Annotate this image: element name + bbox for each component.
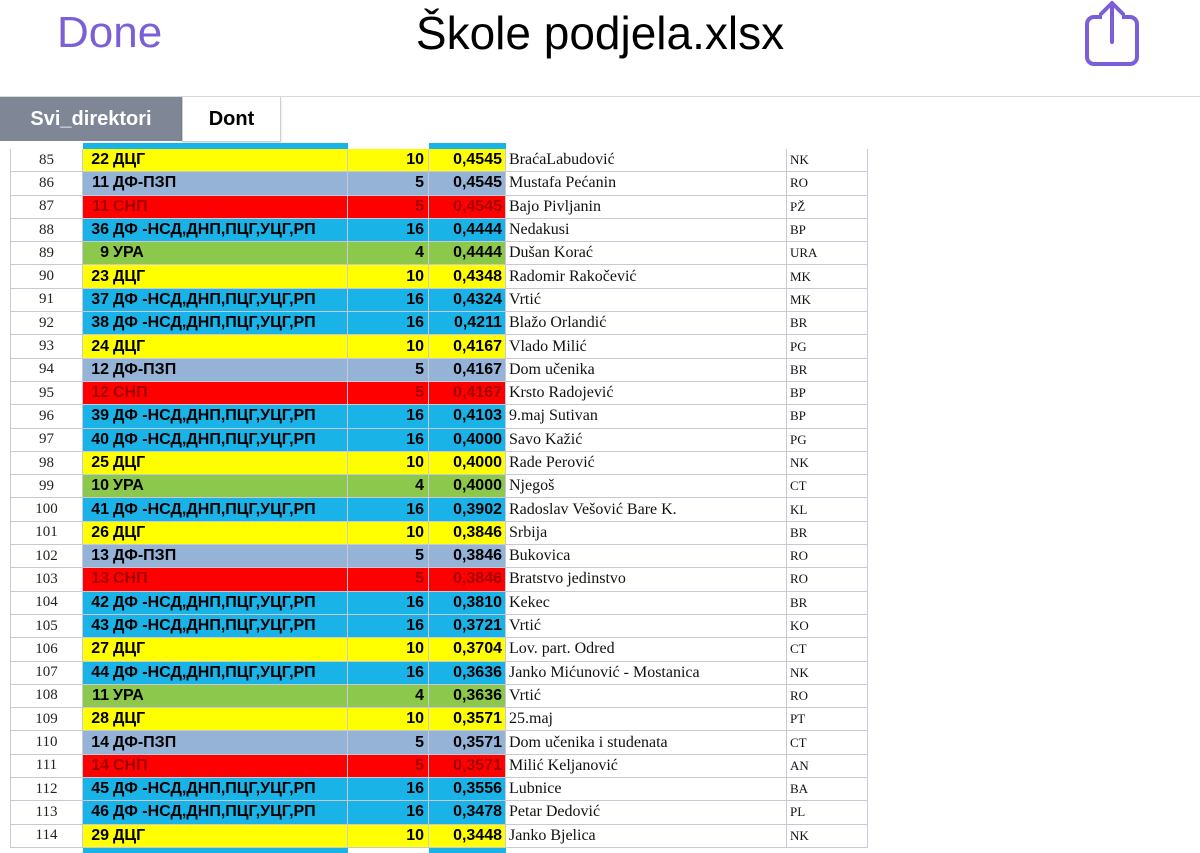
party-cell[interactable] bbox=[83, 359, 348, 382]
table-row[interactable] bbox=[10, 498, 868, 521]
seats-cell[interactable]: 5 bbox=[348, 196, 429, 219]
table-row[interactable] bbox=[10, 615, 868, 638]
institution-cell[interactable]: Vrtić bbox=[506, 615, 787, 638]
score-cell[interactable]: 0,4103 bbox=[429, 405, 506, 428]
party-count: 46 bbox=[91, 803, 109, 821]
institution-cell[interactable]: Krsto Radojević bbox=[506, 382, 787, 405]
tab-dont[interactable]: Dont bbox=[182, 97, 281, 142]
party-cell[interactable] bbox=[83, 196, 348, 219]
institution-cell[interactable]: Dom učenika i studenata bbox=[506, 731, 787, 754]
code-cell[interactable]: PL bbox=[787, 801, 868, 824]
table-row[interactable] bbox=[10, 219, 868, 242]
row-number-cell[interactable]: 104 bbox=[10, 592, 83, 615]
party-cell[interactable] bbox=[83, 592, 348, 615]
table-row[interactable] bbox=[10, 638, 868, 661]
party-count: 43 bbox=[91, 617, 109, 635]
institution-cell[interactable]: Dušan Korać bbox=[506, 242, 787, 265]
row-number-cell[interactable]: 94 bbox=[10, 359, 83, 382]
score-cell[interactable]: 0,4545 bbox=[429, 149, 506, 172]
code-cell[interactable]: BR bbox=[787, 522, 868, 545]
institution-cell[interactable]: Bukovica bbox=[506, 545, 787, 568]
institution-cell[interactable]: Lubnice bbox=[506, 778, 787, 801]
table-row[interactable] bbox=[10, 382, 868, 405]
seats-cell[interactable]: 16 bbox=[348, 429, 429, 452]
party-cell[interactable] bbox=[83, 149, 348, 172]
row-number-cell[interactable]: 114 bbox=[10, 825, 83, 848]
row-number-cell[interactable]: 101 bbox=[10, 522, 83, 545]
party-cell[interactable] bbox=[83, 731, 348, 754]
party-count: 11 bbox=[92, 174, 109, 192]
score-cell[interactable]: 0,4444 bbox=[429, 242, 506, 265]
code-cell[interactable]: CT bbox=[787, 638, 868, 661]
table-row[interactable] bbox=[10, 242, 868, 265]
institution-cell[interactable]: BraćaLabudović bbox=[506, 149, 787, 172]
party-cell[interactable] bbox=[83, 662, 348, 685]
institution-cell[interactable]: 25.maj bbox=[506, 708, 787, 731]
seats-cell[interactable]: 10 bbox=[348, 825, 429, 848]
table-row[interactable] bbox=[10, 731, 868, 754]
party-name: ДФ -НСД,ДНП,ПЦГ,УЦГ,РП bbox=[113, 593, 316, 611]
institution-cell[interactable]: Milić Keljanović bbox=[506, 755, 787, 778]
score-cell[interactable]: 0,3571 bbox=[429, 708, 506, 731]
party-cell[interactable] bbox=[83, 475, 348, 498]
party-count: 36 bbox=[91, 221, 109, 239]
score-cell[interactable]: 0,4211 bbox=[429, 312, 506, 335]
table-row[interactable] bbox=[10, 265, 868, 288]
party-count: 38 bbox=[91, 314, 109, 332]
share-icon[interactable] bbox=[1082, 0, 1142, 70]
party-cell[interactable] bbox=[83, 335, 348, 358]
row-number-cell[interactable]: 90 bbox=[10, 265, 83, 288]
party-count: 45 bbox=[91, 780, 109, 798]
party-name: ДФ -НСД,ДНП,ПЦГ,УЦГ,РП bbox=[113, 803, 316, 821]
institution-cell[interactable]: Rade Perović bbox=[506, 452, 787, 475]
party-name: ДЦГ bbox=[113, 640, 146, 658]
table-row[interactable] bbox=[10, 312, 868, 335]
seats-cell[interactable]: 16 bbox=[348, 778, 429, 801]
party-cell[interactable] bbox=[83, 498, 348, 521]
seats-cell[interactable]: 4 bbox=[348, 242, 429, 265]
code-cell[interactable]: RO bbox=[787, 685, 868, 708]
institution-cell[interactable]: Bratstvo jedinstvo bbox=[506, 568, 787, 591]
party-count: 42 bbox=[91, 593, 109, 611]
party-count: 13 bbox=[91, 547, 109, 565]
seats-cell[interactable]: 16 bbox=[348, 498, 429, 521]
row-number-cell[interactable]: 106 bbox=[10, 638, 83, 661]
seats-cell[interactable]: 5 bbox=[348, 382, 429, 405]
party-name: ДФ -НСД,ДНП,ПЦГ,УЦГ,РП bbox=[113, 314, 316, 332]
seats-cell[interactable]: 16 bbox=[348, 312, 429, 335]
table-row[interactable] bbox=[10, 825, 868, 848]
institution-cell[interactable]: Radomir Rakočević bbox=[506, 265, 787, 288]
row-number-cell[interactable]: 109 bbox=[10, 708, 83, 731]
party-name: ДФ-ПЗП bbox=[113, 174, 177, 192]
score-cell[interactable]: 0,3571 bbox=[429, 731, 506, 754]
seats-cell[interactable]: 10 bbox=[348, 265, 429, 288]
party-count: 13 bbox=[91, 570, 109, 588]
party-count: 10 bbox=[91, 477, 109, 495]
party-name: СНП bbox=[113, 384, 148, 402]
code-cell[interactable]: BR bbox=[787, 592, 868, 615]
code-cell[interactable]: NK bbox=[787, 825, 868, 848]
seats-cell[interactable]: 16 bbox=[348, 592, 429, 615]
code-cell[interactable]: BP bbox=[787, 405, 868, 428]
party-count: 23 bbox=[91, 267, 109, 285]
party-name: ДФ -НСД,ДНП,ПЦГ,УЦГ,РП bbox=[113, 500, 316, 518]
row-number-cell[interactable]: 86 bbox=[10, 172, 83, 195]
row-number-cell[interactable]: 85 bbox=[10, 149, 83, 172]
seats-cell[interactable]: 5 bbox=[348, 755, 429, 778]
party-cell[interactable] bbox=[83, 545, 348, 568]
score-cell[interactable]: 0,4444 bbox=[429, 219, 506, 242]
seats-cell[interactable]: 5 bbox=[348, 731, 429, 754]
party-name: ДФ -НСД,ДНП,ПЦГ,УЦГ,РП bbox=[113, 617, 316, 635]
party-name: ДФ -НСД,ДНП,ПЦГ,УЦГ,РП bbox=[113, 663, 316, 681]
row-number-cell[interactable]: 87 bbox=[10, 196, 83, 219]
institution-cell[interactable]: Kekec bbox=[506, 592, 787, 615]
party-cell[interactable] bbox=[83, 312, 348, 335]
party-count: 26 bbox=[91, 523, 109, 541]
institution-cell[interactable]: Njegoš bbox=[506, 475, 787, 498]
code-cell[interactable]: PG bbox=[787, 335, 868, 358]
score-cell[interactable]: 0,3556 bbox=[429, 778, 506, 801]
score-cell[interactable]: 0,4167 bbox=[429, 382, 506, 405]
code-cell[interactable]: CT bbox=[787, 731, 868, 754]
row-number-cell[interactable]: 103 bbox=[10, 568, 83, 591]
code-cell[interactable]: NK bbox=[787, 452, 868, 475]
score-cell[interactable]: 0,3902 bbox=[429, 498, 506, 521]
party-cell[interactable] bbox=[83, 382, 348, 405]
seats-cell[interactable]: 10 bbox=[348, 522, 429, 545]
party-name: СНП bbox=[113, 756, 148, 774]
score-cell[interactable]: 0,4000 bbox=[429, 429, 506, 452]
code-cell[interactable]: BP bbox=[787, 219, 868, 242]
party-cell[interactable] bbox=[83, 429, 348, 452]
row-number-cell[interactable]: 111 bbox=[10, 755, 83, 778]
code-cell[interactable]: RO bbox=[787, 568, 868, 591]
score-cell[interactable]: 0,3846 bbox=[429, 568, 506, 591]
party-cell[interactable] bbox=[83, 825, 348, 848]
row-number-cell[interactable]: 91 bbox=[10, 289, 83, 312]
party-cell[interactable] bbox=[83, 568, 348, 591]
party-count: 28 bbox=[91, 710, 109, 728]
row-number-cell[interactable]: 99 bbox=[10, 475, 83, 498]
table-row[interactable] bbox=[10, 568, 868, 591]
party-name: ДФ -НСД,ДНП,ПЦГ,УЦГ,РП bbox=[113, 430, 316, 448]
party-cell[interactable] bbox=[83, 615, 348, 638]
table-row[interactable] bbox=[10, 405, 868, 428]
seats-cell[interactable]: 4 bbox=[348, 685, 429, 708]
party-name: ДФ-ПЗП bbox=[113, 547, 177, 565]
party-name: УРА bbox=[113, 477, 144, 495]
score-cell[interactable]: 0,4348 bbox=[429, 265, 506, 288]
party-cell[interactable] bbox=[83, 405, 348, 428]
code-cell[interactable]: RO bbox=[787, 172, 868, 195]
party-cell[interactable] bbox=[83, 685, 348, 708]
code-cell[interactable]: BP bbox=[787, 382, 868, 405]
party-count: 24 bbox=[91, 337, 109, 355]
table-row[interactable] bbox=[10, 149, 868, 172]
party-count: 37 bbox=[91, 290, 109, 308]
table-row[interactable] bbox=[10, 685, 868, 708]
code-cell[interactable]: BA bbox=[787, 778, 868, 801]
row-number-cell[interactable]: 95 bbox=[10, 382, 83, 405]
party-name: ДФ -НСД,ДНП,ПЦГ,УЦГ,РП bbox=[113, 780, 316, 798]
institution-cell[interactable]: Mustafa Pećanin bbox=[506, 172, 787, 195]
seats-cell[interactable]: 10 bbox=[348, 452, 429, 475]
institution-cell[interactable]: Nedakusi bbox=[506, 219, 787, 242]
seats-cell[interactable]: 5 bbox=[348, 359, 429, 382]
institution-cell[interactable]: Dom učenika bbox=[506, 359, 787, 382]
party-cell[interactable] bbox=[83, 778, 348, 801]
spreadsheet-rows bbox=[10, 149, 868, 848]
institution-cell[interactable]: Janko Mićunović - Mostanica bbox=[506, 662, 787, 685]
party-count: 39 bbox=[91, 407, 109, 425]
score-cell[interactable]: 0,4167 bbox=[429, 335, 506, 358]
party-cell[interactable] bbox=[83, 755, 348, 778]
code-cell[interactable]: PT bbox=[787, 708, 868, 731]
party-cell[interactable] bbox=[83, 172, 348, 195]
code-cell[interactable]: MK bbox=[787, 265, 868, 288]
party-cell[interactable] bbox=[83, 289, 348, 312]
row-number-cell[interactable]: 107 bbox=[10, 662, 83, 685]
party-name: ДЦГ bbox=[113, 826, 146, 844]
seats-cell[interactable]: 16 bbox=[348, 219, 429, 242]
institution-cell[interactable]: Vlado Milić bbox=[506, 335, 787, 358]
seats-cell[interactable]: 10 bbox=[348, 335, 429, 358]
seats-cell[interactable]: 16 bbox=[348, 405, 429, 428]
institution-cell[interactable]: Vrtić bbox=[506, 685, 787, 708]
party-name: ДФ-ПЗП bbox=[113, 733, 177, 751]
party-name: УРА bbox=[113, 686, 144, 704]
table-row[interactable] bbox=[10, 475, 868, 498]
row-number-cell[interactable]: 93 bbox=[10, 335, 83, 358]
party-cell[interactable] bbox=[83, 452, 348, 475]
party-name: ДЦГ bbox=[113, 710, 146, 728]
party-cell[interactable] bbox=[83, 708, 348, 731]
party-name: УРА bbox=[113, 244, 144, 262]
party-count: 9 bbox=[100, 244, 109, 262]
score-cell[interactable]: 0,3478 bbox=[429, 801, 506, 824]
row-number-cell[interactable]: 113 bbox=[10, 801, 83, 824]
row-number-cell[interactable]: 88 bbox=[10, 219, 83, 242]
party-cell[interactable] bbox=[83, 242, 348, 265]
seats-cell[interactable]: 10 bbox=[348, 708, 429, 731]
done-button[interactable]: Done bbox=[57, 8, 163, 57]
score-cell[interactable]: 0,3636 bbox=[429, 685, 506, 708]
document-title: Škole podjela.xlsx bbox=[415, 7, 785, 59]
party-count: 11 bbox=[92, 686, 109, 704]
institution-cell[interactable]: Vrtić bbox=[506, 289, 787, 312]
table-row[interactable] bbox=[10, 452, 868, 475]
table-row[interactable] bbox=[10, 196, 868, 219]
table-row[interactable] bbox=[10, 662, 868, 685]
party-count: 11 bbox=[92, 197, 109, 215]
row-number-cell[interactable]: 92 bbox=[10, 312, 83, 335]
score-cell[interactable]: 0,3810 bbox=[429, 592, 506, 615]
party-name: ДЦГ bbox=[113, 523, 146, 541]
party-count: 22 bbox=[91, 151, 109, 169]
code-cell[interactable]: PG bbox=[787, 429, 868, 452]
party-name: ДФ -НСД,ДНП,ПЦГ,УЦГ,РП bbox=[113, 290, 316, 308]
code-cell[interactable]: BR bbox=[787, 359, 868, 382]
party-name: ДФ -НСД,ДНП,ПЦГ,УЦГ,РП bbox=[113, 407, 316, 425]
table-row[interactable] bbox=[10, 359, 868, 382]
table-row[interactable] bbox=[10, 801, 868, 824]
party-name: СНП bbox=[113, 197, 148, 215]
party-count: 40 bbox=[91, 430, 109, 448]
party-count: 12 bbox=[91, 360, 109, 378]
institution-cell[interactable]: Janko Bjelica bbox=[506, 825, 787, 848]
seats-cell[interactable]: 10 bbox=[348, 638, 429, 661]
party-name: ДФ -НСД,ДНП,ПЦГ,УЦГ,РП bbox=[113, 221, 316, 239]
code-cell[interactable]: BR bbox=[787, 312, 868, 335]
table-row[interactable] bbox=[10, 545, 868, 568]
score-cell[interactable]: 0,4545 bbox=[429, 172, 506, 195]
party-name: СНП bbox=[113, 570, 148, 588]
seats-cell[interactable]: 5 bbox=[348, 172, 429, 195]
institution-cell[interactable]: Bajo Pivljanin bbox=[506, 196, 787, 219]
table-row[interactable] bbox=[10, 592, 868, 615]
party-name: ДЦГ bbox=[113, 454, 146, 471]
party-count: 27 bbox=[91, 640, 109, 658]
institution-cell[interactable]: Petar Dedović bbox=[506, 801, 787, 824]
row-number-cell[interactable]: 89 bbox=[10, 242, 83, 265]
row-number-cell[interactable]: 97 bbox=[10, 429, 83, 452]
table-row[interactable] bbox=[10, 172, 868, 195]
row-number-cell[interactable]: 96 bbox=[10, 405, 83, 428]
table-row[interactable] bbox=[10, 289, 868, 312]
party-name: ДЦГ bbox=[113, 337, 146, 355]
party-count: 14 bbox=[91, 733, 109, 751]
score-cell[interactable]: 0,4000 bbox=[429, 452, 506, 475]
score-cell[interactable]: 0,3846 bbox=[429, 522, 506, 545]
party-cell[interactable] bbox=[83, 801, 348, 824]
score-cell[interactable]: 0,3704 bbox=[429, 638, 506, 661]
institution-cell[interactable]: 9.maj Sutivan bbox=[506, 405, 787, 428]
seats-cell[interactable]: 4 bbox=[348, 475, 429, 498]
code-cell[interactable]: NK bbox=[787, 149, 868, 172]
table-row[interactable] bbox=[10, 755, 868, 778]
table-row[interactable] bbox=[10, 778, 868, 801]
partial-row-bottom bbox=[10, 848, 868, 853]
row-number-cell[interactable]: 98 bbox=[10, 452, 83, 475]
party-name: ДФ-ПЗП bbox=[113, 360, 177, 378]
party-name: ДЦГ bbox=[113, 151, 146, 169]
code-cell[interactable]: URA bbox=[787, 242, 868, 265]
navigation-bar bbox=[0, 0, 1200, 97]
score-cell[interactable]: 0,4545 bbox=[429, 196, 506, 219]
seats-cell[interactable]: 16 bbox=[348, 662, 429, 685]
score-cell[interactable]: 0,3721 bbox=[429, 615, 506, 638]
row-number-cell[interactable]: 112 bbox=[10, 778, 83, 801]
row-number-cell[interactable]: 102 bbox=[10, 545, 83, 568]
code-cell[interactable]: NK bbox=[787, 662, 868, 685]
party-cell[interactable] bbox=[83, 219, 348, 242]
institution-cell[interactable]: Srbija bbox=[506, 522, 787, 545]
code-cell[interactable]: RO bbox=[787, 545, 868, 568]
seats-cell[interactable]: 16 bbox=[348, 615, 429, 638]
party-cell[interactable] bbox=[83, 522, 348, 545]
table-row[interactable] bbox=[10, 335, 868, 358]
code-cell[interactable]: CT bbox=[787, 475, 868, 498]
score-cell[interactable]: 0,4324 bbox=[429, 289, 506, 312]
seats-cell[interactable]: 10 bbox=[348, 149, 429, 172]
institution-cell[interactable]: Blažo Orlandić bbox=[506, 312, 787, 335]
score-cell[interactable]: 0,3571 bbox=[429, 755, 506, 778]
seats-cell[interactable]: 16 bbox=[348, 801, 429, 824]
score-cell[interactable]: 0,4000 bbox=[429, 475, 506, 498]
code-cell[interactable]: KO bbox=[787, 615, 868, 638]
party-count: 14 bbox=[91, 756, 109, 774]
seats-cell[interactable]: 5 bbox=[348, 568, 429, 591]
code-cell[interactable]: PŽ bbox=[787, 196, 868, 219]
table-row[interactable] bbox=[10, 708, 868, 731]
institution-cell[interactable]: Radoslav Vešović Bare K. bbox=[506, 498, 787, 521]
code-cell[interactable]: KL bbox=[787, 498, 868, 521]
row-number-cell[interactable]: 100 bbox=[10, 498, 83, 521]
score-cell[interactable]: 0,3636 bbox=[429, 662, 506, 685]
sheet-tabs bbox=[0, 97, 1200, 143]
institution-cell[interactable]: Lov. part. Odred bbox=[506, 638, 787, 661]
row-number-cell[interactable]: 105 bbox=[10, 615, 83, 638]
table-row[interactable] bbox=[10, 522, 868, 545]
spreadsheet-grid[interactable] bbox=[10, 143, 868, 853]
party-count: 12 bbox=[91, 384, 109, 402]
party-cell[interactable] bbox=[83, 265, 348, 288]
institution-cell[interactable]: Savo Kažić bbox=[506, 429, 787, 452]
seats-cell[interactable]: 16 bbox=[348, 289, 429, 312]
row-number-cell[interactable]: 110 bbox=[10, 731, 83, 754]
score-cell[interactable]: 0,4167 bbox=[429, 359, 506, 382]
tab-svi-direktori[interactable]: Svi_direktori bbox=[0, 97, 182, 141]
code-cell[interactable]: AN bbox=[787, 755, 868, 778]
score-cell[interactable]: 0,3846 bbox=[429, 545, 506, 568]
table-row[interactable] bbox=[10, 429, 868, 452]
party-count: 29 bbox=[91, 826, 109, 844]
code-cell[interactable]: MK bbox=[787, 289, 868, 312]
party-count: 41 bbox=[91, 500, 109, 518]
row-number-cell[interactable]: 108 bbox=[10, 685, 83, 708]
party-count: 25 bbox=[91, 454, 109, 471]
party-name: ДЦГ bbox=[113, 267, 146, 285]
party-cell[interactable] bbox=[83, 638, 348, 661]
score-cell[interactable]: 0,3448 bbox=[429, 825, 506, 848]
seats-cell[interactable]: 5 bbox=[348, 545, 429, 568]
party-count: 44 bbox=[91, 663, 109, 681]
